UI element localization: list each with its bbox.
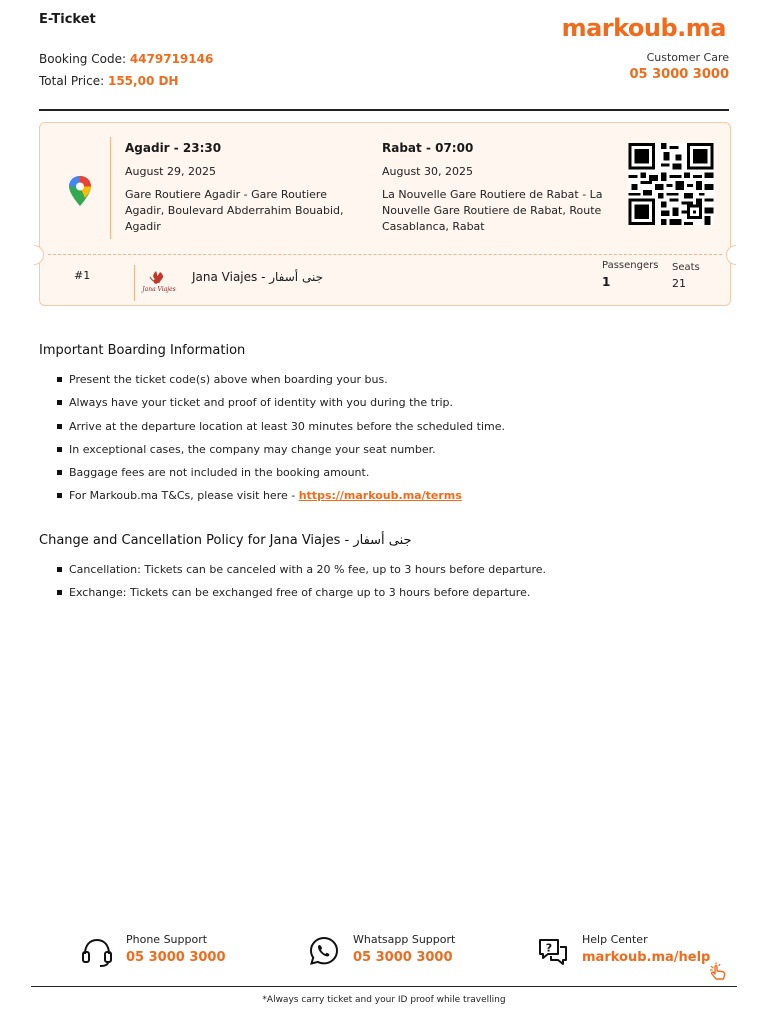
list-item: Cancellation: Tickets can be canceled with a 20 % fee, up to 3 hours before departure. <box>57 563 737 586</box>
boarding-info-list <box>57 373 737 513</box>
departure-city-time: Agadir - 23:30 <box>125 141 222 155</box>
terms-link[interactable]: https://markoub.ma/terms <box>298 489 462 503</box>
customer-care-label: Customer Care <box>646 51 729 64</box>
seats-label: Seats <box>672 262 700 273</box>
arrival-city-time: Rabat - 07:00 <box>382 141 474 155</box>
help-center-label: Help Center <box>582 933 648 946</box>
map-pin-icon[interactable] <box>68 175 92 207</box>
list-item: In exceptional cases, the company may change your seat number. <box>57 443 737 466</box>
qr-code-icon <box>628 143 714 225</box>
total-price-value: 155,00 DH <box>107 74 179 88</box>
booking-code-value: 4479719146 <box>129 52 214 66</box>
policy-list <box>57 563 737 610</box>
help-center-link[interactable]: markoub.ma/help <box>582 950 711 965</box>
whatsapp-icon <box>307 934 341 968</box>
list-item: Baggage fees are not included in the booking amount. <box>57 466 737 489</box>
arrival-address: La Nouvelle Gare Routiere de Rabat - La Nouvelle Gare Routiere de Rabat, Route Casablanca, Rabat <box>382 188 603 233</box>
route-divider <box>110 137 111 239</box>
markoub-logo: markoub.ma <box>561 14 726 42</box>
booking-code-line <box>39 52 213 66</box>
operator-name: Jana Viajes - جنى أسفار <box>192 270 323 284</box>
whatsapp-support-number[interactable]: 05 3000 3000 <box>353 950 453 965</box>
seats-value: 21 <box>672 277 686 290</box>
customer-care-phone[interactable]: 05 3000 3000 <box>629 67 729 82</box>
whatsapp-support-label: Whatsapp Support <box>353 933 456 946</box>
departure-address: Gare Routiere Agadir - Gare Routiere Agadir, Boulevard Abderrahim Bouabid, Agadir <box>125 188 344 233</box>
total-price-line <box>39 74 178 88</box>
terms-prefix: For Markoub.ma T&Cs, please visit here - <box>69 489 299 503</box>
trip-divider <box>134 265 135 301</box>
svg-text:?: ? <box>545 941 553 955</box>
booking-code-label: Booking Code: <box>39 52 130 66</box>
list-item <box>57 489 737 512</box>
headset-icon <box>80 934 114 968</box>
footer-divider <box>31 986 737 987</box>
ticket-notch-right <box>726 245 736 265</box>
total-price-label: Total Price: <box>39 74 108 88</box>
passengers-value: 1 <box>602 275 611 289</box>
header-divider <box>39 109 729 111</box>
list-item: Always have your ticket and proof of identity with you during the trip. <box>57 396 737 419</box>
phone-support-label: Phone Support <box>126 933 208 946</box>
departure-info <box>125 141 355 235</box>
arrival-info <box>382 141 612 235</box>
ticket-card <box>39 122 731 306</box>
boarding-info-title: Important Boarding Information <box>39 343 246 358</box>
help-chat-icon <box>536 934 570 968</box>
ticket-notch-left <box>34 245 44 265</box>
phone-support-number[interactable]: 05 3000 3000 <box>126 950 226 965</box>
departure-date: August 29, 2025 <box>125 165 216 178</box>
policy-title: Change and Cancellation Policy for Jana Viajes - جنى أسفار <box>39 533 412 548</box>
arrival-date: August 30, 2025 <box>382 165 473 178</box>
list-item: Arrive at the departure location at least 30 minutes before the scheduled time. <box>57 420 737 443</box>
passengers-label: Passengers <box>602 260 659 271</box>
trip-number: #1 <box>74 269 91 282</box>
operator-logo <box>136 268 182 294</box>
pointer-hand-icon <box>707 962 729 982</box>
list-item: Present the ticket code(s) above when boarding your bus. <box>57 373 737 396</box>
svg-text:Jana Viajes: Jana Viajes <box>142 286 176 293</box>
ticket-perforation <box>48 254 722 255</box>
list-item: Exchange: Tickets can be exchanged free of charge up to 3 hours before departure. <box>57 586 737 609</box>
footer-note: *Always carry ticket and your ID proof while travelling <box>262 995 506 1005</box>
page-title: E-Ticket <box>39 12 96 27</box>
